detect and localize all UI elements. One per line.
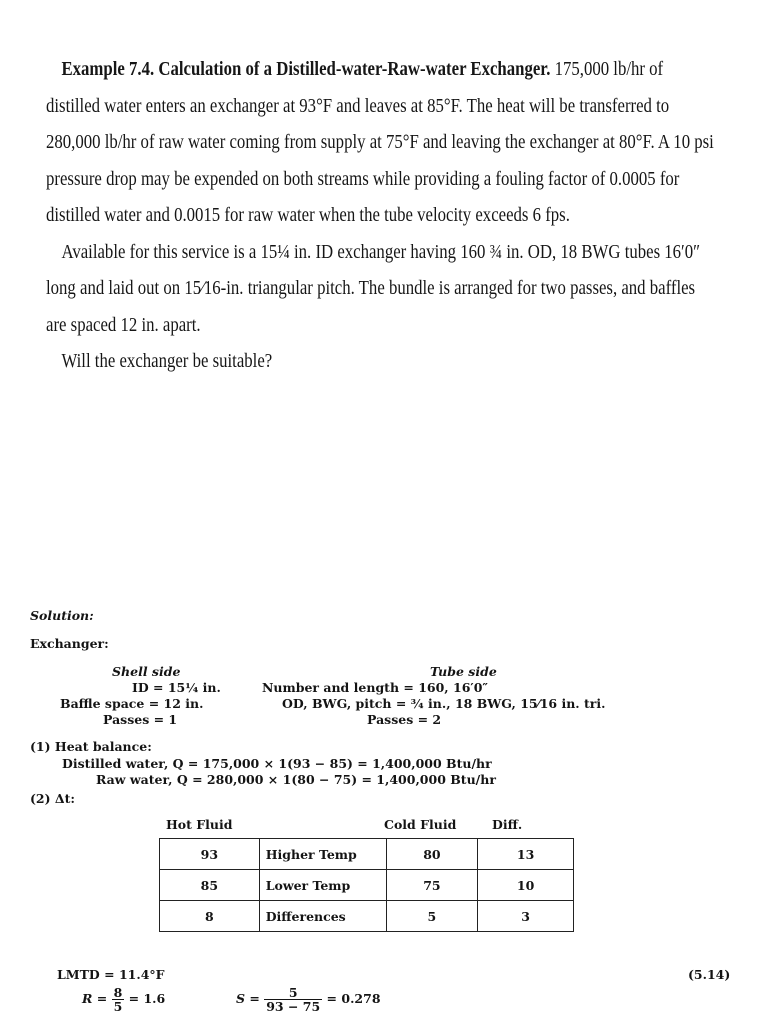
- baffle-space: Baffle space = 12 in.: [60, 696, 204, 711]
- example-title: Example 7.4. Calculation of a Distilled-water-Raw-water Exchanger.: [61, 59, 551, 80]
- table-cell: 80: [386, 839, 478, 870]
- header-diff: Diff.: [492, 817, 523, 832]
- table-cell: 75: [386, 870, 478, 901]
- raw-water-heat: Raw water, Q = 280,000 × 1(80 − 75) = 1,400,000 Btu/hr: [96, 772, 496, 787]
- table-row: [160, 839, 574, 870]
- r-label: R =: [82, 991, 108, 1006]
- s-numerator: 5: [264, 986, 322, 1000]
- table-cell: Higher Temp: [259, 839, 386, 870]
- table-cell: 3: [478, 901, 574, 932]
- shell-id: ID = 15¼ in.: [132, 680, 221, 695]
- table-cell: 85: [160, 870, 260, 901]
- r-denominator: 5: [113, 999, 123, 1014]
- table-cell: 93: [160, 839, 260, 870]
- s-denominator: 93 − 75: [266, 999, 321, 1014]
- header-hot-fluid: Hot Fluid: [166, 817, 233, 832]
- problem-paragraph-1: 175,000 lb/hr of distilled water enters an exchanger at 93°F and leaves at 85°F. The heat will be transferred to 280,000 lb/hr of raw water coming from supply at 75°F and leaving the exchanger at 80°F. A 10 psi pressure drop may be expended on both streams while providing a fouling factor of 0.0005 for distilled water and 0.0015 for raw water when the tube velocity exceeds 6 fps.: [46, 59, 714, 226]
- equation-reference: (5.14): [688, 967, 731, 982]
- problem-paragraph-2: Available for this service is a 15¼ in. ID exchanger having 160 ¾ in. OD, 18 BWG tubes 16′0″ long and laid out on 15⁄16-in. triangular pitch. The bundle is arranged for two passes, and baffles are spaced 12 in. apart.: [46, 241, 701, 336]
- s-label: S =: [236, 991, 260, 1006]
- shell-passes: Passes = 1: [103, 712, 178, 727]
- header-cold-fluid: Cold Fluid: [384, 817, 457, 832]
- table-cell: 10: [478, 870, 574, 901]
- tube-side-heading: Tube side: [430, 664, 497, 679]
- table-cell: Differences: [259, 901, 386, 932]
- r-value: = 1.6: [128, 991, 166, 1006]
- problem-question: Will the exchanger be suitable?: [61, 351, 273, 372]
- shell-side-heading: Shell side: [112, 664, 181, 679]
- table-cell: 13: [478, 839, 574, 870]
- table-cell: 5: [386, 901, 478, 932]
- distilled-water-heat: Distilled water, Q = 175,000 × 1(93 − 85) = 1,400,000 Btu/hr: [62, 756, 492, 771]
- temperature-table: [159, 838, 574, 932]
- r-fraction: [112, 986, 125, 1013]
- table-row: [160, 901, 574, 932]
- r-ratio: [82, 986, 165, 1013]
- delta-t-label: (2) Δt:: [30, 791, 75, 806]
- s-value: = 0.278: [326, 991, 381, 1006]
- exchanger-label: Exchanger:: [30, 636, 109, 651]
- tube-passes: Passes = 2: [367, 712, 442, 727]
- table-cell: Lower Temp: [259, 870, 386, 901]
- table-row: [160, 870, 574, 901]
- table-cell: 8: [160, 901, 260, 932]
- tube-od-bwg-pitch: OD, BWG, pitch = ¾ in., 18 BWG, 15⁄16 in. tri.: [282, 696, 606, 711]
- problem-statement: [46, 52, 717, 381]
- solution-heading: Solution:: [30, 608, 94, 623]
- s-fraction: [264, 986, 322, 1013]
- tube-number-length: Number and length = 160, 16′0″: [262, 680, 488, 695]
- r-numerator: 8: [113, 985, 123, 1000]
- s-ratio: [236, 986, 381, 1013]
- heat-balance-label: (1) Heat balance:: [30, 739, 152, 754]
- lmtd-line: LMTD = 11.4°F: [57, 967, 165, 982]
